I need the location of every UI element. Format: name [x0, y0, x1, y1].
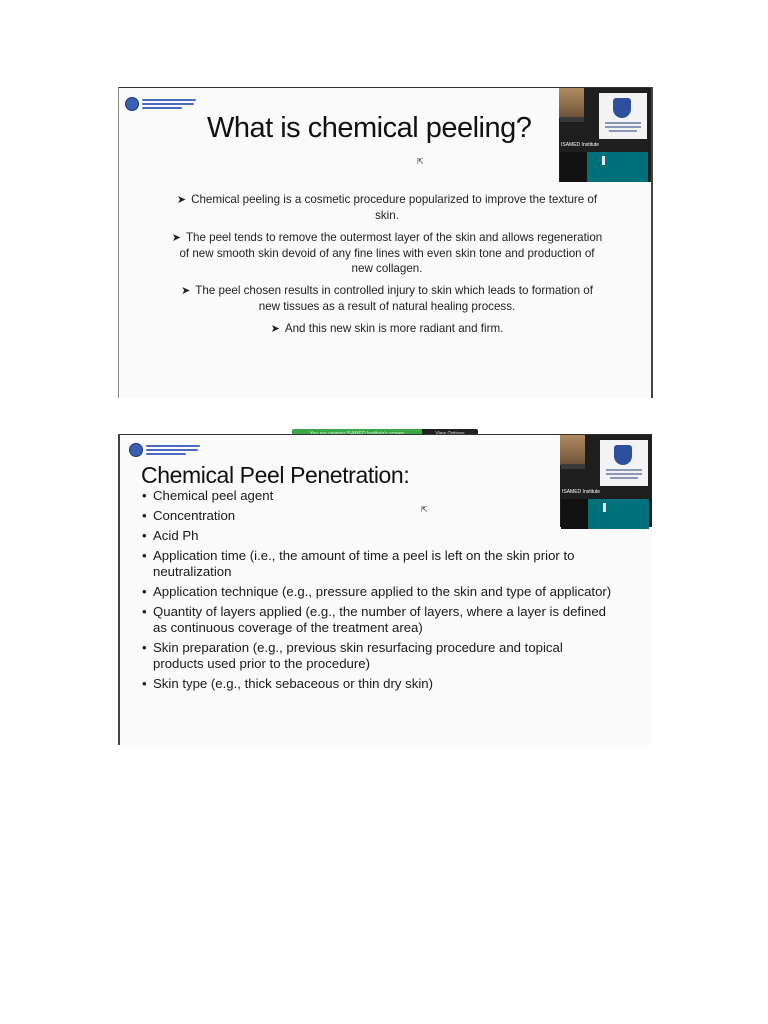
list-item: • Acid Ph: [142, 528, 612, 544]
video-icon: [602, 156, 605, 165]
shield-icon: [614, 445, 632, 465]
institute-logo: [129, 443, 200, 457]
list-item: ➤ The peel chosen results in controlled injury to skin which leads to formation of new tissues as a result of natural healing process.: [181, 284, 593, 313]
participant-thumbnail[interactable]: [560, 435, 585, 465]
arrowhead-icon: ➤: [181, 285, 191, 297]
slide-what-is-chemical-peeling: [118, 87, 653, 398]
list-item: ➤ And this new skin is more radiant and firm.: [270, 322, 504, 335]
list-item: • Concentration: [142, 508, 612, 524]
participant-name: ISAMED Institute: [561, 142, 600, 148]
bullet-list: [142, 488, 612, 696]
list-item: • Skin type (e.g., thick sebaceous or thin dry skin): [142, 676, 612, 692]
arrowhead-icon: ➤: [270, 323, 280, 335]
slide-chemical-peel-penetration: [118, 434, 652, 745]
mouse-cursor-icon: ⇱: [421, 505, 428, 514]
arrowhead-icon: ➤: [176, 194, 187, 206]
list-item: • Application technique (e.g., pressure applied to the skin and type of applicator): [142, 584, 612, 600]
list-item: • Application time (i.e., the amount of time a peel is left on the skin prior to neutralization: [142, 548, 612, 580]
participant-video[interactable]: [561, 499, 649, 529]
institute-logo-tile: [599, 93, 647, 139]
video-participant-panel[interactable]: [560, 435, 652, 527]
institute-logo-tile: [600, 440, 648, 486]
video-icon: [603, 503, 606, 512]
list-item: • Quantity of layers applied (e.g., the number of layers, where a layer is defined as continuous coverage of the treatment area): [142, 604, 612, 636]
shield-icon: [129, 443, 143, 457]
list-item: ➤ The peel tends to remove the outermost layer of the skin and allows regeneration of new smooth skin devoid of any fine lines with even skin tone and production of new collagen.: [171, 231, 603, 275]
list-item: • Chemical peel agent: [142, 488, 612, 504]
video-participant-panel[interactable]: [559, 88, 651, 182]
participant-thumbnail[interactable]: [559, 88, 584, 118]
list-item: ➤ Chemical peeling is a cosmetic procedure popularized to improve the texture of skin.: [176, 193, 598, 222]
shield-icon: [125, 97, 139, 111]
participant-name: ISAMED Institute: [562, 489, 601, 495]
participant-video[interactable]: [560, 152, 648, 182]
list-item: • Skin preparation (e.g., previous skin resurfacing procedure and topical products used prior to the procedure): [142, 640, 612, 672]
slide-title: What is chemical peeling?: [207, 112, 532, 144]
slide-title: Chemical Peel Penetration:: [141, 462, 410, 488]
shield-icon: [613, 98, 631, 118]
arrowhead-icon: ➤: [171, 232, 181, 244]
institute-logo: [125, 97, 196, 111]
bullet-list: [171, 192, 603, 344]
mouse-cursor-icon: ⇱: [417, 157, 424, 166]
